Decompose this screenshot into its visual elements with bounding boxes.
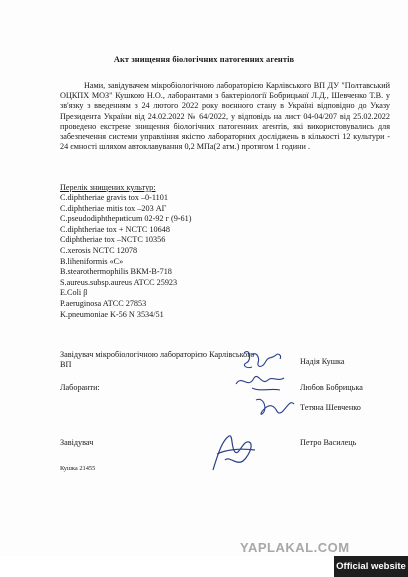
culture-item: C.xerosis NCTC 12078 (60, 245, 138, 255)
lab-name-1: Любов Бобрицька (300, 383, 363, 392)
cultures-list-heading: Перелік знищених культур: (60, 183, 156, 192)
culture-item: E.Coli β (60, 288, 88, 298)
culture-item: S.aureus.subsp.aureus ATCC 25923 (60, 277, 178, 287)
manager-signature (205, 430, 265, 475)
culture-item: C.diphtheriae mitis tox –203 АГ (60, 203, 167, 213)
document-title: Акт знищення біологічних патогенних агентів (113, 55, 295, 64)
culture-item: C.diphtheriae gravis tox –0-1101 (60, 193, 168, 202)
intro-text: Нами, завідувачем мікробіологічною лабораторією Карлівського ВП ДУ "Полтавський ОЦКПХ МОЗ" Кушкою Н.О., лаборантами з бактеріології Бобрицької Л.Д., Шевченко Т.В. у зв'язку з введенням з 24 лютого 2022 року воєнного стану в Україні відповідно до Указу Президента України від 24.02.2022 № 64/2022, у відповідь на лист 04-04/207 від 25.02.2022 проведено екстрене знищення біологічних патогенних агентів, які використовувались для забезпечення системи управління якістю лабораторних досліджень в кількості 12 культури - 24 ємності шляхом автоклавування 0,2 МПа(2 атм.) протягом 1 години . (60, 81, 390, 152)
watermark-site: YAPLAKAL.COM (240, 540, 350, 555)
lab-name-2: Тетяна Шевченко (300, 403, 361, 412)
manager-role: Завідувач (60, 438, 94, 447)
cultures-list (60, 193, 191, 320)
culture-item: C.pseudodiphthериticum 02-92 г (9-61) (60, 214, 192, 224)
head-name: Надія Кушка (300, 357, 345, 366)
culture-item: P.aeruginosa ATCC 27853 (60, 298, 147, 308)
manager-name: Петро Василець (300, 438, 357, 447)
culture-item: Cdiphtheriae tox –NCTC 10356 (60, 235, 166, 245)
culture-item: K.pneumoniae K-56 N 3534/51 (60, 309, 164, 319)
lab-role: Лаборанти: (60, 383, 100, 392)
intro-paragraph (60, 81, 390, 152)
official-website-badge: Official website (334, 556, 408, 577)
culture-item: B.liheniformis «C» (60, 256, 124, 266)
head-role: Завідувач мікробіологічною лабораторією Карлівського ВП (60, 350, 255, 370)
lab-signature-2 (250, 392, 300, 422)
document-code: Кушка 21455 (60, 465, 96, 472)
culture-item: B.stearothermophilis ВКМ-В-718 (60, 267, 172, 277)
culture-item: C.diphtheriae tox + NCTC 10648 (60, 224, 170, 234)
